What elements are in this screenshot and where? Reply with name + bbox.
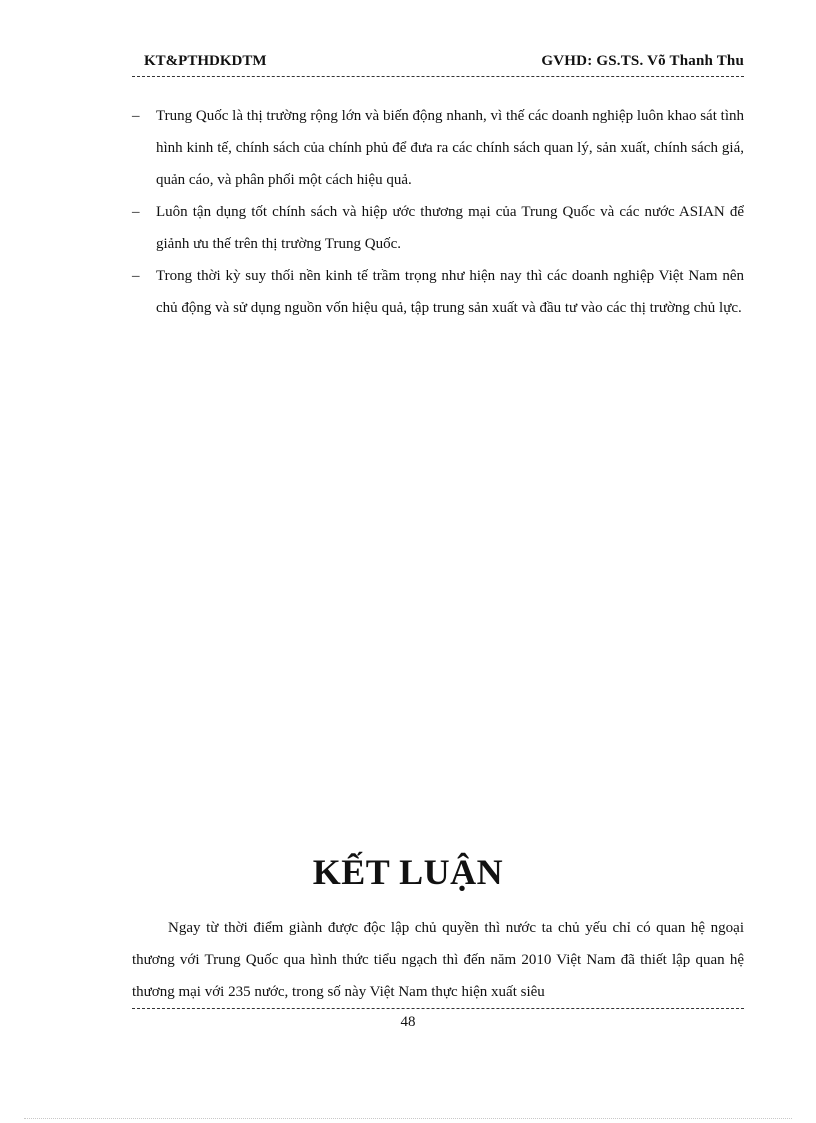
dash-bullet-icon: – bbox=[132, 268, 140, 284]
list-item bbox=[132, 100, 744, 196]
list-item bbox=[132, 196, 744, 260]
dash-bullet-icon: – bbox=[132, 108, 140, 124]
recommendation-list bbox=[132, 100, 744, 324]
footer-divider bbox=[132, 1008, 744, 1009]
conclusion-paragraph: Ngay từ thời điểm giành được độc lập chủ quyền thì nước ta chủ yếu chỉ có quan hệ ngoại thương với Trung Quốc qua hình thức tiểu ngạch thì đến năm 2010 Việt Nam đã thiết lập quan hệ thương mại với 235 nước, trong số này Việt Nam thực hiện xuất siêu bbox=[132, 920, 744, 1000]
dash-bullet-icon: – bbox=[132, 204, 140, 220]
list-item-text: Trong thời kỳ suy thối nền kinh tế trầm trọng như hiện nay thì các doanh nghiệp Việt Nam nên chủ động và sử dụng nguồn vốn hiệu quả, tập trung sản xuất và đầu tư vào các thị trường chủ lực. bbox=[156, 268, 744, 316]
page-number: 48 bbox=[400, 1014, 416, 1030]
list-item bbox=[132, 260, 744, 324]
conclusion-heading: KẾT LUẬN bbox=[312, 852, 504, 892]
list-item-text: Luôn tận dụng tốt chính sách và hiệp ước thương mại của Trung Quốc và các nước ASIAN để giảnh ưu thế trên thị trường Trung Quốc. bbox=[156, 204, 744, 252]
page-edge-divider bbox=[24, 1118, 792, 1119]
header-supervisor: GVHD: GS.TS. Võ Thanh Thu bbox=[541, 53, 744, 69]
header-course-code: KT&PTHDKDTM bbox=[144, 53, 267, 69]
page-header bbox=[132, 52, 744, 77]
list-item-text: Trung Quốc là thị trường rộng lớn và biến động nhanh, vì thế các doanh nghiệp luôn khao sát tình hình kinh tế, chính sách của chính phủ để đưa ra các chính sách quan lý, sản xuất, chính sách giá, quản cáo, và phân phối một cách hiệu quả. bbox=[156, 108, 744, 188]
